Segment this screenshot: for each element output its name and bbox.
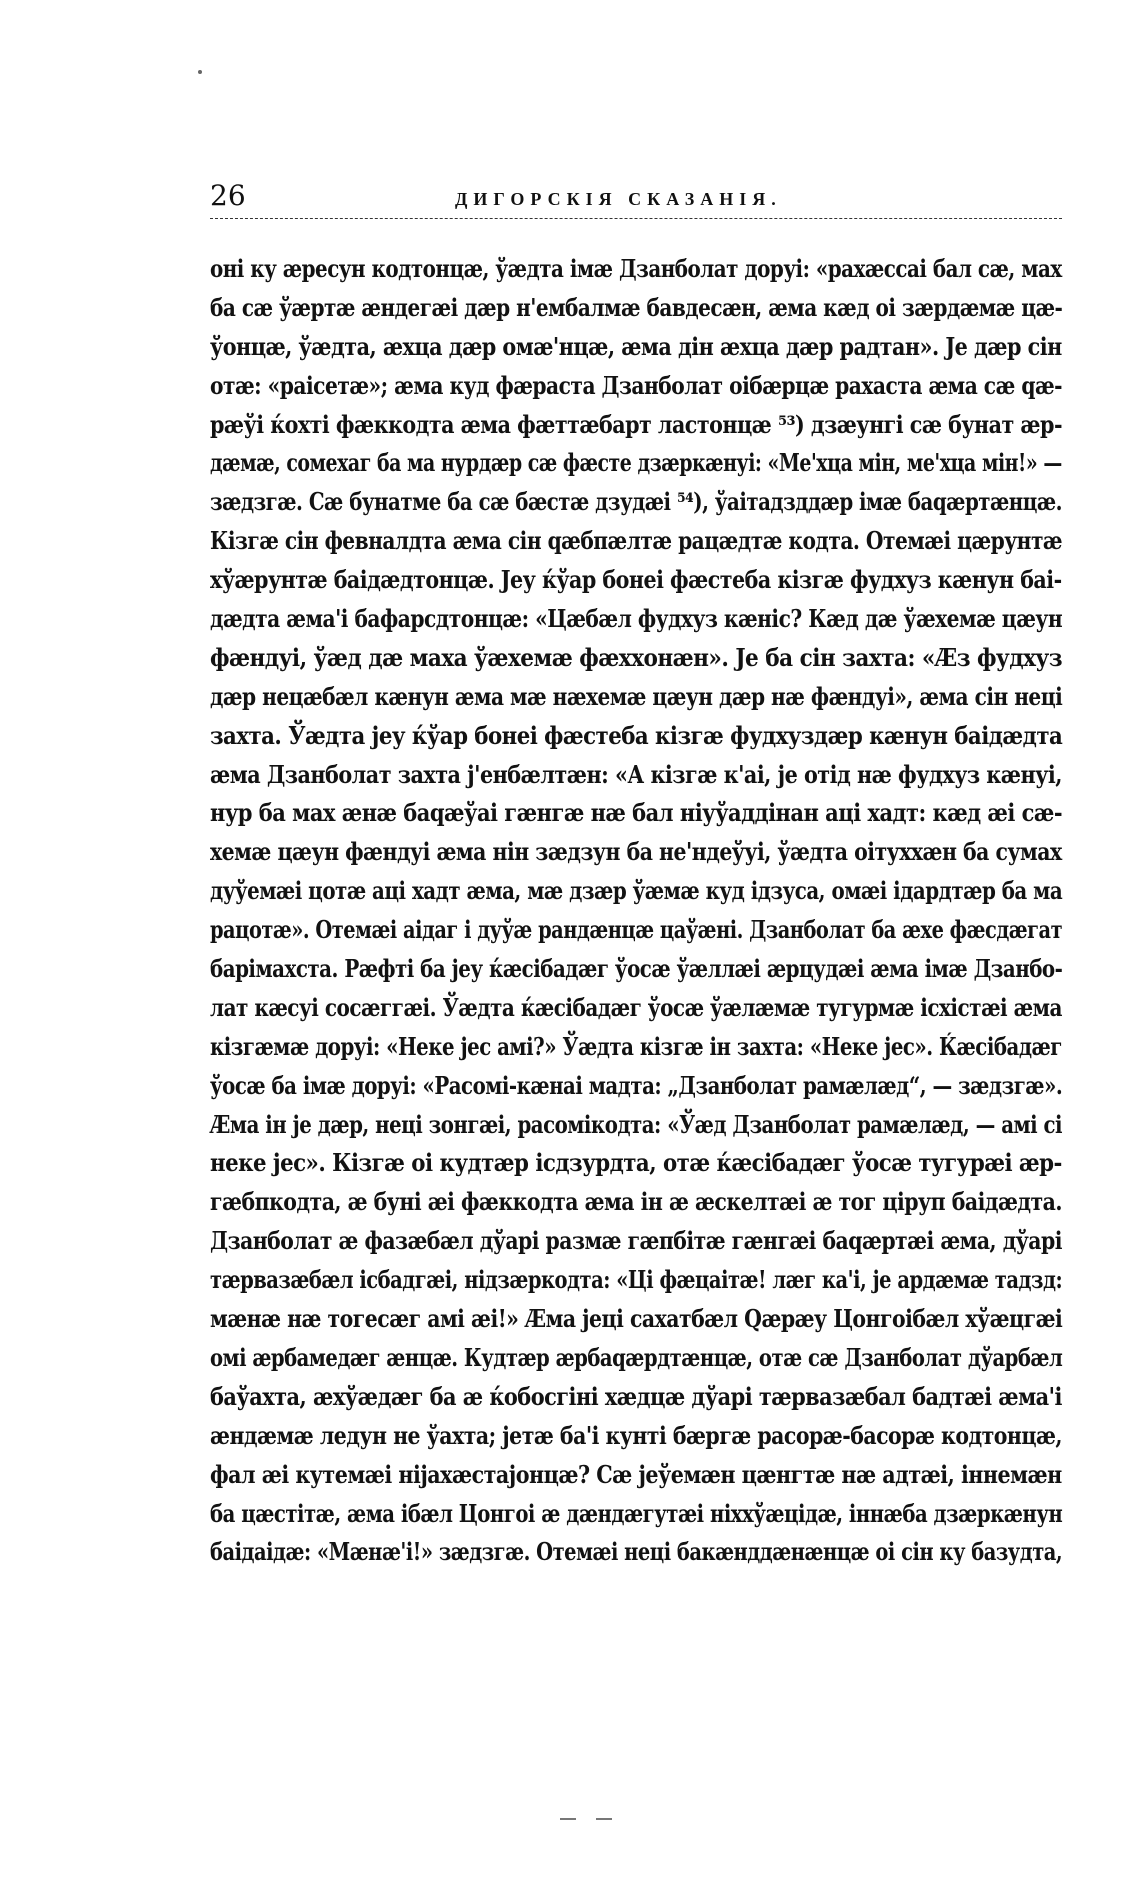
text-line: зæдзгæ. Сæ бунатме ба сæ бæстæ дзудæі ⁵⁴), ўаітадзддæр імæ баqæртæнцæ. bbox=[210, 487, 1063, 517]
text-line: неке јес». Кізгæ оі кудтæр ісдзурдта, отæ ќæсібадæг ўосæ тугурæі æр- bbox=[210, 1148, 1062, 1178]
page-number: 26 bbox=[210, 179, 246, 212]
text-line: æма Дзанболат захта ј'енбæлтæн: «А кізгæ к'аі, је отід нæ фудхуз кæнуі, bbox=[210, 759, 1062, 789]
text-line: хўæрунтæ баідæдтонцæ. Јеу ќўар бонеі фæстеба кізгæ фудхуз кæнун баі- bbox=[210, 565, 1062, 595]
text-line: мæнæ нæ тогесæг амі æі!» Æма јеці сахатбæл Qæрæу Цонгоібæл хўæцгæі bbox=[210, 1304, 1063, 1334]
text-line: омі æрбамедæг æнцæ. Кудтæр æрбаqæрдтæнцæ, отæ сæ Дзанболат дўарбæл bbox=[210, 1342, 1063, 1372]
header-rule bbox=[210, 218, 1062, 219]
text-line: захта. Ўæдта јеу ќўар бонеі фæстеба кізгæ фудхуздæр кæнун баідæдта bbox=[210, 720, 1063, 750]
text-line: ба цæстітæ, æма ібæл Цонгоі æ дæндæгутæі ніххўæцідæ, іннæба дзæркæнун bbox=[210, 1498, 1063, 1528]
text-line: æндæмæ ледун не ўахта; јетæ ба'і кунті бæргæ расорæ-басорæ кодтонцæ, bbox=[210, 1420, 1063, 1450]
footer-dashes bbox=[560, 1818, 620, 1820]
text-line: фал æі кутемæі ніјахæстајонцæ? Сæ јеўемæн цæнгтæ нæ адтæі, іннемæн bbox=[210, 1459, 1062, 1489]
body-text bbox=[210, 250, 1062, 1572]
text-line: дæмæ, сомехаг ба ма нурдæр сæ фæсте дзæркæнуі: «Ме'хца мін, ме'хца мін!» — bbox=[210, 448, 1062, 478]
footer-dash bbox=[596, 1818, 612, 1820]
text-line: кізгæмæ доруі: «Неке јес амі?» Ўæдта кізгæ ін захта: «Неке јес». Ќæсібадæг bbox=[210, 1031, 1062, 1061]
footer-dash bbox=[560, 1818, 576, 1820]
text-line: дæр нецæбæл кæнун æма мæ нæхемæ цæун дæр нæ фæндуі», æма сін неці bbox=[210, 681, 1063, 711]
page-speck bbox=[198, 70, 202, 74]
text-line: гæбпкодта, æ буні æі фæккодта æма ін æ æскелтæі æ тог ціруп баідæдта. bbox=[210, 1187, 1062, 1217]
text-line: ўосæ ба імæ доруі: «Расомі-кæнаі мадта: „Дзанболат рамæлæд“, — зæдзгæ». bbox=[210, 1070, 1063, 1100]
text-line: хемæ цæун фæндуі æма нін зæдзун ба не'ндеўуі, ўæдта оітуххæн ба сумах bbox=[210, 837, 1062, 867]
text-line: баідаідæ: «Мæнæ'і!» зæдзгæ. Отемæі неці бакæнддæнæнцæ оі сін ку базудта, bbox=[210, 1537, 1063, 1567]
text-line: дуўемæі цотæ аці хадт æма, мæ дзæр ўæмæ куд ідзуса, омæі ідардтæр ба ма bbox=[210, 876, 1063, 906]
text-line: барімахста. Рæфті ба јеу ќæсібадæг ўосæ ўæллæі æрцудæі æма імæ Дзанбо- bbox=[210, 954, 1063, 984]
text-line: нур ба мах æнæ баqæўаі гæнгæ нæ бал ніуўаддінан аці хадт: кæд æі сæ- bbox=[210, 798, 1063, 828]
text-line: Кізгæ сін февналдта æма сін qæбпæлтæ рацæдтæ кодта. Отемæі цæрунтæ bbox=[210, 526, 1063, 556]
text-line: баўахта, æхўæдæг ба æ ќобосгіні хæдцæ дўарі тæрвазæбал бадтæі æма'і bbox=[210, 1381, 1062, 1411]
text-line: Æма ін је дæр, неці зонгæі, расомікодта: «Ўæд Дзанболат рамæлæд, — амі сі bbox=[210, 1109, 1063, 1139]
text-line: Дзанболат æ фазæбæл дўарі размæ гæпбітæ гæнгæі баqæртæі æма, дўарі bbox=[210, 1226, 1062, 1256]
text-line: оні ку æресун кодтонцæ, ўæдта імæ Дзанболат доруі: «рахæссаі бал сæ, мах bbox=[210, 254, 1062, 283]
text-line: ба сæ ўæртæ æндегæі дæр н'ембалмæ бавдесæн, æма кæд оі зæрдæмæ цæ- bbox=[210, 292, 1063, 322]
text-line: отæ: «раісетæ»; æма куд фæраста Дзанболат оібæрцæ рахаста æма сæ qæ- bbox=[210, 370, 1063, 400]
text-line: фæндуі, ўæд дæ маха ўæхемæ фæххонæн». Је ба сін захта: «Æз фудхуз bbox=[210, 642, 1062, 672]
text-line: дæдта æма'і бафарсдтонцæ: «Цæбæл фудхуз кæніс? Кæд дæ ўæхемæ цæун bbox=[210, 604, 1063, 634]
page-header bbox=[210, 180, 1060, 216]
text-line: тæрвазæбæл ісбадгæі, нідзæркодта: «Ці фæцаітæ! лæг ка'і, је ардæмæ тадзд: bbox=[210, 1265, 1063, 1295]
text-line: лат кæсуі сосæггæі. Ўæдта ќæсібадæг ўосæ ўæлæмæ тугурмæ ісхістæі æма bbox=[210, 992, 1062, 1022]
running-title: ДИГОРСКІЯ СКАЗАНІЯ. bbox=[455, 189, 782, 209]
text-line: ўонцæ, ўæдта, æхца дæр омæ'нцæ, æма дін æхца дæр радтан». Је дæр сін bbox=[210, 331, 1062, 361]
text-line: рæўі ќохті фæккодта æма фæттæбарт ластонцæ ⁵³) дзæунгі сæ бунат æр- bbox=[210, 409, 1062, 439]
text-line: рацотæ». Отемæі аідаг і дуўæ рандæнцæ цаўæні. Дзанболат ба æхе фæсдæгат bbox=[210, 915, 1063, 945]
